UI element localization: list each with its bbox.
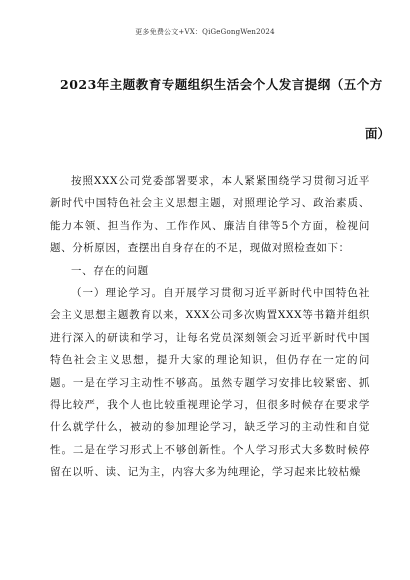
header-note: 更多免费公文+VX：QiGeGongWen2024 [135,28,275,36]
document-title-continuation: 面） [364,126,390,141]
intro-paragraph: 按照XXX公司党委部署要求，本人紧紧围绕学习贯彻习近平新时代中国特色社会主义思想主题，对照理论学习、政治素质、能力本领、担当作为、工作作风、廉洁自律等5个方面，检视问题、分析原因，查摆出自身存在的不足，现做对照检查如下： [50,175,370,255]
body-paragraph: （一）理论学习。自开展学习贯彻习近平新时代中国特色社会主义思想主题教育以来，XXX公司多次购置XXX等书籍并组织进行深入的研读和学习，让每名党员深刻领会习近平新时代中国特色社会主义思想，提升大家的理论知识，但仍存在一定的问题。一是在学习主动性不够高。虽然专题学习安排比较紧密、抓得比较严，我个人也比较重视理论学习，但很多时候存在要求学什么就学什么，被动的参加理论学习，缺乏学习的主动性和自觉性。二是在学习形式上不够创新性。个人学习形式大多数时候停留在以听、读、记为主，内容大多为纯理论，学习起来比较枯燥 [50,287,370,479]
section-heading: 一、存在的问题 [71,264,149,277]
document-body [50,170,370,484]
document-title: 2023年主题教育专题组织生活会个人发言提纲（五个方 [60,77,383,92]
